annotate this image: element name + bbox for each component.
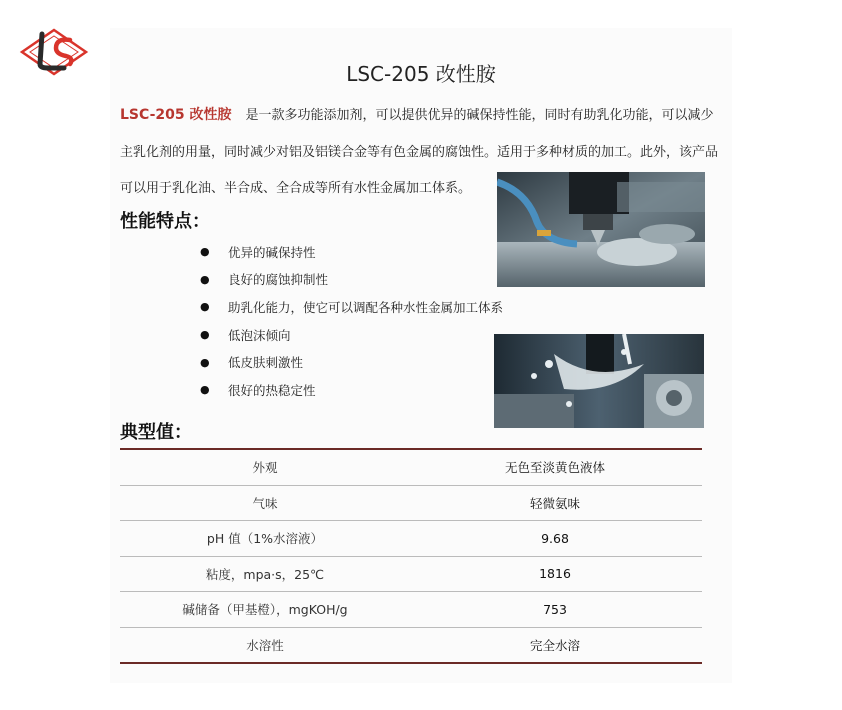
list-item: ● 优异的碱保持性: [200, 244, 316, 260]
features-heading: 性能特点：: [120, 211, 210, 232]
list-item: ● 助乳化能力，使它可以调配各种水性金属加工体系: [200, 299, 504, 315]
milling-photo: [497, 172, 705, 287]
table-row: [120, 592, 702, 628]
list-item: ● 良好的腐蚀抑制性: [200, 272, 329, 288]
value-cell: 轻微氨味: [529, 495, 580, 511]
property-cell: 粘度，mpa·s，25℃: [205, 566, 325, 582]
intro-line-2: 主乳化剂的用量，同时减少对铝及铝镁合金等有色金属的腐蚀性。适用于多种材质的加工。此外，该产品: [120, 145, 719, 160]
value-cell: 753: [543, 601, 567, 617]
bullet-icon: ●: [200, 383, 210, 397]
property-cell: 外观: [252, 460, 278, 476]
bullet-icon: ●: [200, 328, 210, 342]
bullet-icon: ●: [200, 245, 210, 259]
table-row: [120, 521, 702, 557]
bullet-icon: ●: [200, 300, 210, 314]
typical-values-table: [120, 448, 702, 664]
property-cell: 碱储备（甲基橙），mgKOH/g: [182, 602, 348, 618]
document-title: LSC-205 改性胺: [346, 62, 496, 86]
coolant-photo: [494, 334, 704, 428]
table-row: [120, 450, 702, 486]
value-cell: 完全水溶: [529, 637, 580, 653]
property-cell: 水溶性: [246, 637, 284, 653]
intro-text-1: 是一款多功能添加剂，可以提供优异的碱保持性能，同时有助乳化功能，可以减少: [245, 108, 714, 123]
property-cell: pH 值（1%水溶液）: [206, 531, 324, 547]
bullet-icon: ●: [200, 272, 210, 286]
list-item: ● 低泡沫倾向: [200, 327, 291, 343]
intro-line-1: [120, 104, 714, 124]
features-list: [200, 238, 503, 404]
value-cell: 9.68: [541, 530, 569, 546]
bullet-icon: ●: [200, 355, 210, 369]
typical-values-heading: 典型值：: [120, 422, 192, 443]
table-row: [120, 557, 702, 593]
value-cell: 1816: [539, 566, 571, 582]
product-name: LSC-205 改性胺: [120, 107, 232, 123]
table-row: [120, 486, 702, 522]
list-item: ● 低皮肤刺激性: [200, 355, 304, 371]
intro-line-3: 可以用于乳化油、半合成、全合成等所有水性金属加工体系。: [120, 181, 472, 196]
table-row: [120, 628, 702, 663]
list-item: ● 很好的热稳定性: [200, 382, 316, 398]
value-cell: 无色至淡黄色液体: [504, 460, 605, 476]
property-cell: 气味: [252, 495, 278, 511]
